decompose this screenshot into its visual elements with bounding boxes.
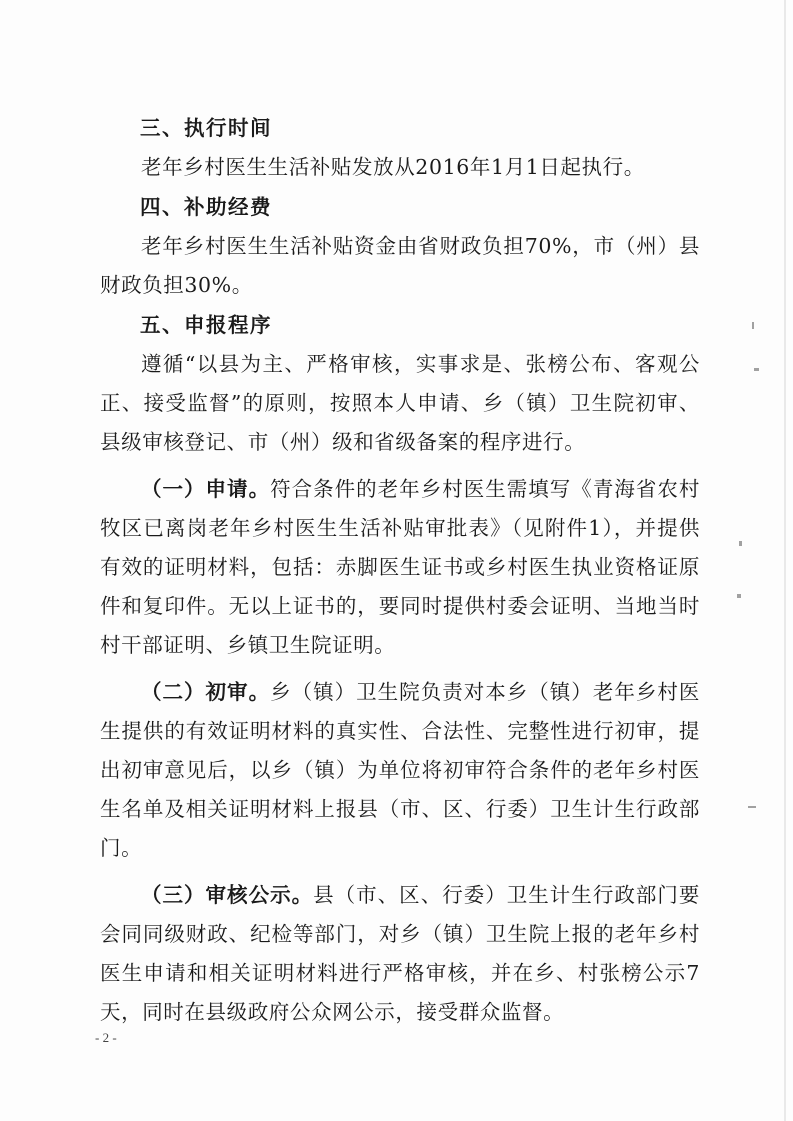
scan-speck bbox=[737, 594, 741, 598]
section-heading-procedure: 五、申报程序 bbox=[140, 313, 272, 337]
step-lead-review-publicity: （三）审核公示。 bbox=[141, 883, 314, 907]
procedure-step-application bbox=[100, 470, 700, 665]
section-text-funding: 老年乡村医生生活补贴资金由省财政负担70%，市（州）县财政负担30%。 bbox=[100, 234, 700, 297]
step-lead-application: （一）申请。 bbox=[141, 477, 271, 501]
section-heading-execution-time: 三、执行时间 bbox=[140, 116, 272, 140]
document-body bbox=[100, 108, 700, 1032]
procedure-step-preliminary-review bbox=[100, 673, 700, 868]
scan-edge-line bbox=[784, 0, 786, 1121]
step-text-review-publicity: 县（市、区、行委）卫生计生行政部门要会同同级财政、纪检等部门，对乡（镇）卫生院上报的老年乡村医生申请和相关证明材料进行严格审核，并在乡、村张榜公示7天，同时在县级政府公众网公示，接受群众监督。 bbox=[100, 883, 700, 1024]
scan-speck bbox=[748, 806, 756, 808]
scan-speck bbox=[739, 541, 742, 546]
step-text-application: 符合条件的老年乡村医生需填写《青海省农村牧区已离岗老年乡村医生生活补贴审批表》（见附件1），并提供有效的证明材料，包括：赤脚医生证书或乡村医生执业资格证原件和复印件。无以上证书的，要同时提供村委会证明、当地当时村干部证明、乡镇卫生院证明。 bbox=[100, 477, 700, 657]
section-text-execution-time: 老年乡村医生生活补贴发放从2016年1月1日起执行。 bbox=[141, 155, 645, 179]
section-text-procedure-intro: 遵循“以县为主、严格审核，实事求是、张榜公布、客观公正、接受监督”的原则，按照本人申请、乡（镇）卫生院初审、县级审核登记、市（州）级和省级备案的程序进行。 bbox=[100, 352, 700, 454]
step-text-preliminary-review: 乡（镇）卫生院负责对本乡（镇）老年乡村医生提供的有效证明材料的真实性、合法性、完整性进行初审，提出初审意见后，以乡（镇）为单位将初审符合条件的老年乡村医生名单及相关证明材料上报县（市、区、行委）卫生计生行政部门。 bbox=[100, 680, 700, 860]
section-heading-funding: 四、补助经费 bbox=[140, 195, 272, 219]
procedure-step-review-publicity bbox=[100, 876, 700, 1032]
page-number: - 2 - bbox=[95, 1030, 117, 1045]
scan-speck bbox=[752, 322, 754, 329]
step-lead-preliminary-review: （二）初审。 bbox=[141, 680, 271, 704]
scan-speck bbox=[754, 368, 759, 371]
